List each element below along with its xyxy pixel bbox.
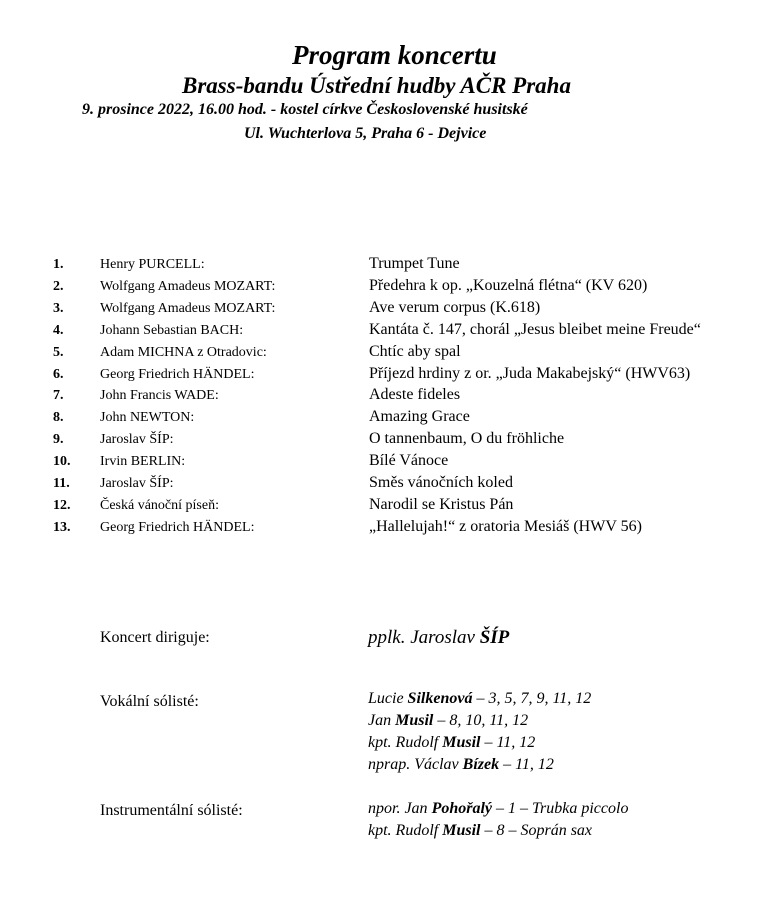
conductor-name bbox=[368, 627, 509, 649]
conductor-label: Koncert diriguje: bbox=[100, 629, 210, 646]
instrumental-soloists-label: Instrumentální sólisté: bbox=[100, 802, 243, 819]
program-item bbox=[0, 474, 777, 496]
soloist-surname: Bízek bbox=[462, 756, 500, 773]
program-composer: Jaroslav ŠÍP: bbox=[100, 432, 174, 447]
program-number: 1. bbox=[53, 257, 64, 272]
program-piece: Bílé Vánoce bbox=[369, 452, 449, 469]
soloist-details: – 3, 5, 7, 9, 11, 12 bbox=[472, 690, 592, 707]
page-title: Program koncertu bbox=[292, 40, 497, 70]
soloist-first: Jan bbox=[368, 712, 396, 729]
program-piece: Příjezd hrdiny z or. „Juda Makabejský“ (HWV63) bbox=[369, 365, 691, 382]
program-item bbox=[0, 452, 777, 474]
program-item bbox=[0, 408, 777, 430]
soloist-surname: Musil bbox=[442, 734, 481, 751]
program-composer: Adam MICHNA z Otradovic: bbox=[100, 345, 267, 360]
program-number: 8. bbox=[53, 410, 64, 425]
program-item bbox=[0, 430, 777, 452]
venue-address: Ul. Wuchterlova 5, Praha 6 - Dejvice bbox=[244, 125, 487, 142]
program-number: 2. bbox=[53, 279, 64, 294]
program-number: 7. bbox=[53, 388, 64, 403]
program-number: 6. bbox=[53, 367, 64, 382]
program-piece: „Hallelujah!“ z oratoria Mesiáš (HWV 56) bbox=[369, 518, 642, 535]
soloist-details: – 8 – Soprán sax bbox=[480, 822, 593, 839]
instrumental-soloist-line bbox=[368, 822, 592, 840]
program-composer: Johann Sebastian BACH: bbox=[100, 323, 244, 338]
program-piece: Trumpet Tune bbox=[369, 255, 460, 272]
program-number: 10. bbox=[53, 454, 71, 469]
program-item bbox=[0, 343, 777, 365]
soloist-surname: Musil bbox=[395, 712, 434, 729]
soloist-first: npor. Jan bbox=[368, 800, 432, 817]
program-piece: Adeste fideles bbox=[369, 386, 461, 403]
program-piece: Ave verum corpus (K.618) bbox=[369, 299, 541, 316]
program-composer: Wolfgang Amadeus MOZART: bbox=[100, 279, 276, 294]
program-composer: Irvin BERLIN: bbox=[100, 454, 186, 469]
program-composer: Jaroslav ŠÍP: bbox=[100, 476, 174, 491]
program-piece: Narodil se Kristus Pán bbox=[369, 496, 514, 513]
program-item bbox=[0, 255, 777, 277]
program-number: 12. bbox=[53, 498, 71, 513]
program-piece: Amazing Grace bbox=[369, 408, 470, 425]
soloist-first: kpt. Rudolf bbox=[368, 822, 443, 839]
program-item bbox=[0, 365, 777, 387]
program-piece: Chtíc aby spal bbox=[369, 343, 461, 360]
program-item bbox=[0, 277, 777, 299]
program-item bbox=[0, 321, 777, 343]
program-piece: Kantáta č. 147, chorál „Jesus bleibet meine Freude“ bbox=[369, 321, 701, 338]
program-composer: Wolfgang Amadeus MOZART: bbox=[100, 301, 276, 316]
program-composer: Henry PURCELL: bbox=[100, 257, 205, 272]
instrumental-soloist-line bbox=[368, 800, 628, 818]
soloist-first: nprap. Václav bbox=[368, 756, 463, 773]
soloist-surname: Pohořalý bbox=[431, 800, 493, 817]
program-item bbox=[0, 518, 777, 540]
conductor-surname: ŠÍP bbox=[479, 627, 510, 648]
program-composer: Georg Friedrich HÄNDEL: bbox=[100, 520, 255, 535]
program-number: 4. bbox=[53, 323, 64, 338]
vocal-soloist-line bbox=[368, 756, 554, 774]
program-composer: Georg Friedrich HÄNDEL: bbox=[100, 367, 255, 382]
conductor-prefix: pplk. Jaroslav bbox=[368, 627, 480, 648]
program-number: 11. bbox=[53, 476, 70, 491]
program-item bbox=[0, 496, 777, 518]
ensemble-subtitle: Brass-bandu Ústřední hudby AČR Praha bbox=[182, 73, 571, 98]
program-number: 9. bbox=[53, 432, 64, 447]
vocal-soloist-line bbox=[368, 690, 591, 708]
vocal-soloists-label: Vokální sólisté: bbox=[100, 693, 199, 710]
program-number: 3. bbox=[53, 301, 64, 316]
date-and-venue: 9. prosince 2022, 16.00 hod. - kostel církve Československé husitské bbox=[82, 101, 528, 118]
program-composer: John NEWTON: bbox=[100, 410, 195, 425]
soloist-first: Lucie bbox=[368, 690, 408, 707]
program-piece: O tannenbaum, O du fröhliche bbox=[369, 430, 565, 447]
soloist-details: – 8, 10, 11, 12 bbox=[433, 712, 529, 729]
soloist-first: kpt. Rudolf bbox=[368, 734, 443, 751]
program-piece: Směs vánočních koled bbox=[369, 474, 513, 491]
program-number: 13. bbox=[53, 520, 71, 535]
program-composer: John Francis WADE: bbox=[100, 388, 219, 403]
program-number: 5. bbox=[53, 345, 64, 360]
program-piece: Předehra k op. „Kouzelná flétna“ (KV 620) bbox=[369, 277, 648, 294]
soloist-details: – 1 – Trubka piccolo bbox=[492, 800, 629, 817]
program-item bbox=[0, 386, 777, 408]
vocal-soloist-line bbox=[368, 734, 535, 752]
soloist-surname: Silkenová bbox=[407, 690, 473, 707]
soloist-details: – 11, 12 bbox=[480, 734, 536, 751]
program-composer: Česká vánoční píseň: bbox=[100, 498, 219, 513]
soloist-details: – 11, 12 bbox=[499, 756, 554, 773]
vocal-soloist-line bbox=[368, 712, 528, 730]
program-item bbox=[0, 299, 777, 321]
soloist-surname: Musil bbox=[442, 822, 481, 839]
